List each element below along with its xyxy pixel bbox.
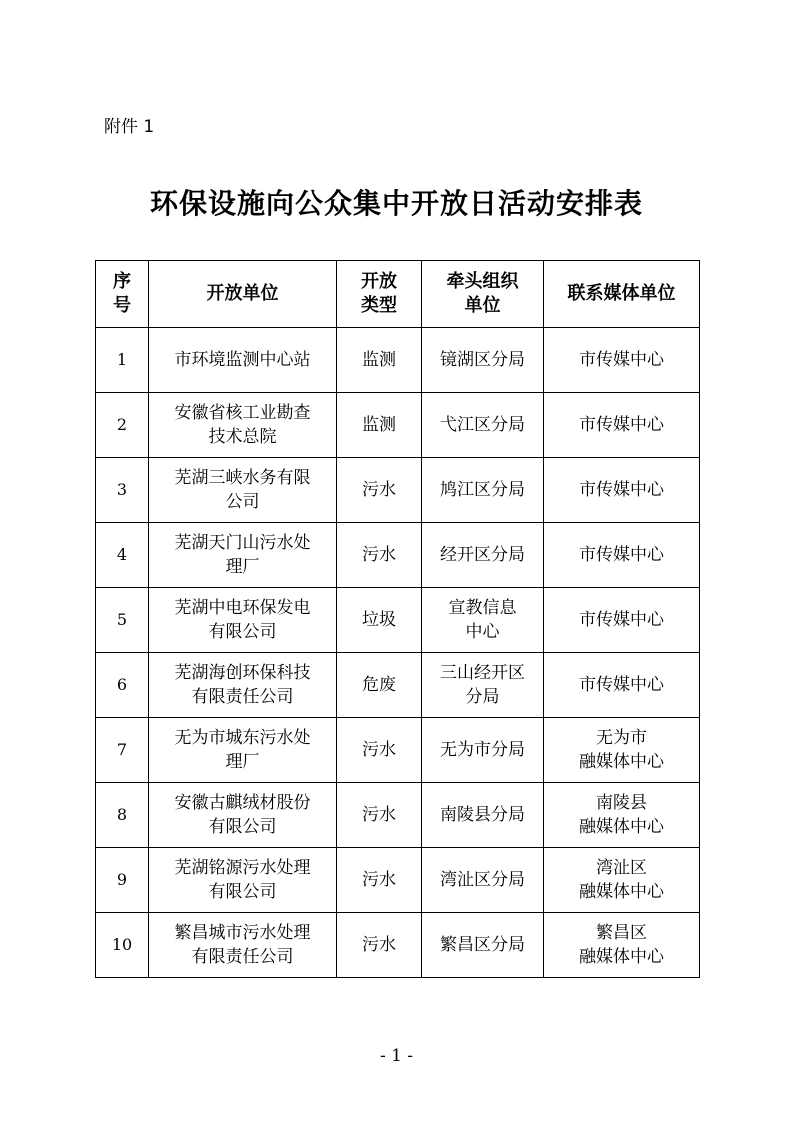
cell-index: 6 <box>96 653 149 718</box>
cell-open-type: 垃圾 <box>337 588 422 653</box>
cell-media-contact: 湾沚区 融媒体中心 <box>544 848 700 913</box>
cell-index: 5 <box>96 588 149 653</box>
cell-open-unit: 芜湖海创环保科技 有限责任公司 <box>149 653 337 718</box>
cell-lead-organizer: 无为市分局 <box>422 718 544 783</box>
table-row <box>96 523 700 588</box>
table-header-row <box>96 261 700 328</box>
table-row <box>96 458 700 523</box>
cell-lead-organizer: 弋江区分局 <box>422 393 544 458</box>
cell-index: 3 <box>96 458 149 523</box>
cell-media-contact: 市传媒中心 <box>544 393 700 458</box>
cell-media-contact: 市传媒中心 <box>544 458 700 523</box>
table-row <box>96 783 700 848</box>
cell-media-contact: 市传媒中心 <box>544 328 700 393</box>
cell-lead-organizer: 鸠江区分局 <box>422 458 544 523</box>
cell-lead-organizer: 繁昌区分局 <box>422 913 544 978</box>
cell-index: 8 <box>96 783 149 848</box>
cell-media-contact: 南陵县 融媒体中心 <box>544 783 700 848</box>
cell-index: 1 <box>96 328 149 393</box>
cell-open-type: 污水 <box>337 718 422 783</box>
table-row <box>96 393 700 458</box>
cell-open-type: 污水 <box>337 458 422 523</box>
cell-open-type: 监测 <box>337 328 422 393</box>
header-open-type: 开放 类型 <box>337 261 422 328</box>
cell-open-unit: 市环境监测中心站 <box>149 328 337 393</box>
cell-index: 10 <box>96 913 149 978</box>
cell-media-contact: 市传媒中心 <box>544 653 700 718</box>
cell-index: 9 <box>96 848 149 913</box>
cell-open-type: 污水 <box>337 848 422 913</box>
cell-lead-organizer: 经开区分局 <box>422 523 544 588</box>
cell-open-type: 监测 <box>337 393 422 458</box>
table-row <box>96 718 700 783</box>
header-open-unit: 开放单位 <box>149 261 337 328</box>
header-lead-organizer: 牵头组织 单位 <box>422 261 544 328</box>
cell-open-unit: 安徽古麒绒材股份 有限公司 <box>149 783 337 848</box>
cell-open-type: 污水 <box>337 783 422 848</box>
header-index: 序 号 <box>96 261 149 328</box>
table-row <box>96 328 700 393</box>
header-media-contact: 联系媒体单位 <box>544 261 700 328</box>
cell-media-contact: 市传媒中心 <box>544 523 700 588</box>
attachment-label: 附件 1 <box>104 117 155 137</box>
table-row <box>96 848 700 913</box>
cell-lead-organizer: 宣教信息 中心 <box>422 588 544 653</box>
cell-lead-organizer: 镜湖区分局 <box>422 328 544 393</box>
cell-open-unit: 安徽省核工业勘查 技术总院 <box>149 393 337 458</box>
cell-index: 7 <box>96 718 149 783</box>
document-title: 环保设施向公众集中开放日活动安排表 <box>149 187 643 220</box>
table-row <box>96 588 700 653</box>
table-row <box>96 913 700 978</box>
cell-open-unit: 芜湖天门山污水处 理厂 <box>149 523 337 588</box>
cell-lead-organizer: 南陵县分局 <box>422 783 544 848</box>
table-body <box>96 328 700 978</box>
cell-open-unit: 芜湖铭源污水处理 有限公司 <box>149 848 337 913</box>
cell-open-type: 污水 <box>337 523 422 588</box>
schedule-table <box>95 260 700 978</box>
cell-index: 4 <box>96 523 149 588</box>
table-row <box>96 653 700 718</box>
cell-media-contact: 市传媒中心 <box>544 588 700 653</box>
cell-open-type: 危废 <box>337 653 422 718</box>
cell-open-unit: 繁昌城市污水处理 有限责任公司 <box>149 913 337 978</box>
page-number: - 1 - <box>379 1046 414 1066</box>
cell-media-contact: 无为市 融媒体中心 <box>544 718 700 783</box>
cell-lead-organizer: 三山经开区 分局 <box>422 653 544 718</box>
cell-index: 2 <box>96 393 149 458</box>
cell-open-unit: 芜湖中电环保发电 有限公司 <box>149 588 337 653</box>
cell-open-unit: 无为市城东污水处 理厂 <box>149 718 337 783</box>
cell-open-unit: 芜湖三峡水务有限 公司 <box>149 458 337 523</box>
cell-media-contact: 繁昌区 融媒体中心 <box>544 913 700 978</box>
cell-lead-organizer: 湾沚区分局 <box>422 848 544 913</box>
cell-open-type: 污水 <box>337 913 422 978</box>
